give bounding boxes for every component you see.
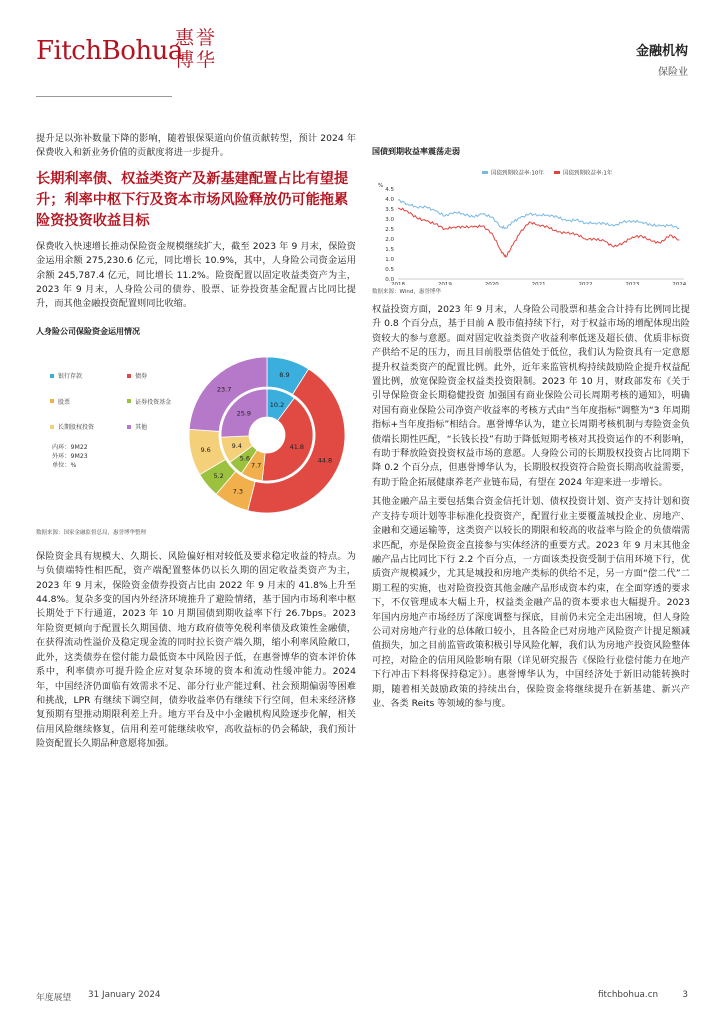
legend-swatch xyxy=(482,171,488,174)
y-tick-label: 4.0 xyxy=(385,197,394,203)
intro-paragraph: 提升足以弥补数量下降的影响，随着银保渠道向价值贡献转型，预计 2024 年保费收入和新业务价值的贡献度将进一步提升。 xyxy=(36,133,356,159)
pie-note-outer: 外环：9M23 xyxy=(52,452,88,460)
line-chart-source: 数据来源：Wind，惠誉博华 xyxy=(372,289,441,295)
section-title: 金融机构 xyxy=(635,44,688,59)
inner-ring-label: 25.9 xyxy=(236,409,252,418)
y-tick-label: 0.5 xyxy=(385,267,394,273)
header-divider xyxy=(36,96,172,97)
y-tick-label: 2.0 xyxy=(385,237,394,243)
left-column xyxy=(36,132,356,752)
donut-svg xyxy=(36,343,356,528)
y-tick-label: 3.5 xyxy=(385,207,394,213)
y-axis-unit: % xyxy=(378,183,384,189)
legend-label: 银行存款 xyxy=(58,373,83,381)
inner-ring-label: 41.8 xyxy=(289,442,305,451)
logo-text: FitchBohua xyxy=(36,36,183,66)
legend-label: 债券 xyxy=(135,373,148,381)
footer-website[interactable]: fitchbohua.cn xyxy=(598,990,659,1000)
x-tick-label: 2019 xyxy=(437,282,452,285)
x-tick-label: 2023 xyxy=(625,282,640,285)
inner-ring-label: 9.4 xyxy=(231,442,243,451)
y-tick-label: 2.5 xyxy=(385,227,394,233)
page-number: 3 xyxy=(682,990,688,1000)
line-chart-title: 国债到期收益率震荡走弱 xyxy=(372,147,460,156)
pie-note-unit: 单位：% xyxy=(52,461,77,469)
outer-ring-label: 23.7 xyxy=(216,385,232,394)
pie-chart-title: 人身险公司保险资金运用情况 xyxy=(36,326,140,336)
section-subtitle: 保险业 xyxy=(658,67,688,78)
body-paragraph-2: 保险资金具有规模大、久期长、风险偏好相对较低及要求稳定收益的特点。为与负债端特性相匹配，资产端配置整体仍以长久期的固定收益类资产为主，2023 年 9 月末，保险资金债券投资占比由 2022 年 9 月末的 41.8%上升至 44.8%。复杂多变的国内外经济环境推升了避险情绪，基于国内市场利率中枢长期处于下行通道，2023 年 10 月期国债到期收益率下行 26.7bps。2023 年险资更倾向于配置长久期国债、地方政府债等免税利率债及政策性金融债，在获得流动性溢价及稳定现金流的同时拉长资产端久期，缩小利率风险敞口，此外，这类债券在偿付能力最低资本中风险因子低，在惠誉博华的资本评价体系中，利率债亦可提升险企应对复杂环境的资本和流动性缓冲能力。2024 年，中国经济仍面临有效需求不足、部分行业产能过剩、社会预期偏弱等困难和挑战，LPR 有继续下调空间，债券收益率仍有继续下行空间，但未来经济修复预期有望推动期限利差上升。地方平台及中小金融机构风险逐步化解，相关信用风险继续修复，信用利差可能继续收窄，高收益标的仍会稀缺，我们预计险资配置长久期品种意愿将加强。 xyxy=(36,550,356,750)
outer-ring-label: 7.3 xyxy=(232,487,244,496)
outer-ring-label: 8.9 xyxy=(279,370,290,379)
footer-date: 31 January 2024 xyxy=(88,990,161,1000)
inner-ring-label: 5.6 xyxy=(239,454,251,463)
right-column xyxy=(372,146,690,711)
inner-ring-label: 10.2 xyxy=(269,400,285,409)
series-line-0 xyxy=(398,200,679,229)
legend-label: 国债到期收益率:10年 xyxy=(491,170,544,177)
legend-label: 国债到期收益率:1年 xyxy=(563,170,613,177)
x-tick-label: 2018 xyxy=(391,282,405,285)
y-tick-label: 3.0 xyxy=(385,217,394,223)
x-tick-label: 2021 xyxy=(531,282,546,285)
inner-ring-label: 7.7 xyxy=(250,461,262,470)
y-tick-label: 1.5 xyxy=(385,247,394,253)
x-tick-label: 2024 xyxy=(672,282,687,285)
outer-ring-label: 9.6 xyxy=(200,445,211,454)
y-tick-label: 0.0 xyxy=(385,277,394,283)
right-paragraph-1: 权益投资方面，2023 年 9 月末，人身险公司股票和基金合计持有比例同比提升 0.8 个百分点，基于目前 A 股市值持续下行，对于权益市场的增配体现出险资较大的参与意愿。面对固定收益类资产收益利率低迷及超长债、优质非标资产供给不足的压力，而且目前股票估值处于低位，我们认为险资具有一定意愿提升权益类资产的配置比例。此外，近年来监管机构持续鼓励险企提升权益配置比例，放宽保险资金权益类投资限制。2023 年 10 月，财政部发布《关于引导保险资金长期稳健投资 加强国有商业保险公司长周期考核的通知》，明确对国有商业保险公司净资产收益率的考核方式由“当年度指标”调整为“3 年周期指标+当年度指标”相结合。惠誉博华认为，建立长周期考核机制与寿险资金负债端长期性匹配，“长钱长投”有助于降低短期考核对其投资运作的不利影响，有助于释放险资投资权益市场的意愿。人身险公司的长期股权投资占比同期下降 0.2 个百分点，但惠誉博华认为，长期股权投资符合险资长期高收益需要，有助于险企拓展健康养老产业链布局，有望在 2024 年迎来进一步增长。 xyxy=(372,304,690,488)
body-paragraph-1: 保费收入快速增长推动保险资金规模继续扩大，截至 2023 年 9 月末，保险资金运用余额 275,230.6 亿元，同比增长 10.9%，其中，人身险公司资金运用余额 245,787.4 亿元，同比增长 11.2%。险资配置以固定收益类资产为主，2023 年 9 月末，人身险公司的债券、股票、证券投资基金配置占比同比提升，而其他金融投资配置则同比收缩。 xyxy=(36,240,356,310)
footer-report-type: 年度展望 xyxy=(36,993,72,1003)
page-header xyxy=(36,26,688,96)
header-section xyxy=(636,40,688,78)
y-tick-label: 4.5 xyxy=(385,187,394,193)
pie-chart xyxy=(36,343,356,528)
legend-label: 其他 xyxy=(135,424,148,432)
section-heading: 长期利率债、权益类资产及新基建配置占比有望提升；利率中枢下行及资本市场风险释放仍可能拖累险资投资收益目标 xyxy=(36,170,349,229)
right-paragraph-2: 其他金融产品主要包括集合资金信托计划、债权投资计划、资产支持计划和资产支持专项计划等非标准化投资资产，配置行业主要覆盖城投企业、房地产、金融和交通运输等，这类资产以较长的期限和较高的收益率与险企的负债端需求匹配，亦是保险资金直接参与实体经济的重要方式。2023 年 9 月末其他金融产品占比同比下行 2.2 个百分点，一方面该类投资受制于信用环境下行，优质资产规模减少，尤其是城投和房地产类标的供给不足，另一方面“偿二代”二期工程的实施，也对险资投资其他金融产品形成资本约束，在全面穿透的要求下，不仅管理成本大幅上升，权益类金融产品的资本要求也大幅提升。2023 年国内房地产市场经历了深度调整与探底，目前仍未完全走出困境，但人身险公司对房地产行业的总体敞口较小，且各险企已对房地产风险资产计提足额减值损失，加之目前监管政策积极引导风险化解，我们认为房地产投资风险整体可控，对险企的信用风险影响有限（详见研究报告《保险行业偿付能力在地产下行冲击下料将保持稳定》）。惠誉博华认为，中国经济处于新旧动能转换时期，随着相关鼓励政策的持续出台，保险资金将继续提升在新基建、新兴产业、各类 Reits 等领域的参与度。 xyxy=(372,496,690,709)
logo-chinese-mark: 惠誉博华 xyxy=(175,27,218,71)
outer-ring-label: 5.2 xyxy=(213,471,224,480)
legend-swatch xyxy=(554,171,560,174)
outer-ring-label: 44.8 xyxy=(317,456,333,465)
line-chart xyxy=(372,163,690,285)
legend-label: 长期股权投资 xyxy=(58,424,95,432)
x-tick-label: 2020 xyxy=(484,282,499,285)
legend-label: 证券投资基金 xyxy=(135,398,172,406)
legend-label: 股票 xyxy=(58,398,71,406)
pie-source: 数据来源：国家金融监督总局，惠誉博华整理 xyxy=(36,529,147,536)
y-tick-label: 1.0 xyxy=(385,257,394,263)
pie-note-inner: 内环：9M22 xyxy=(52,443,88,451)
x-tick-label: 2022 xyxy=(578,282,593,285)
